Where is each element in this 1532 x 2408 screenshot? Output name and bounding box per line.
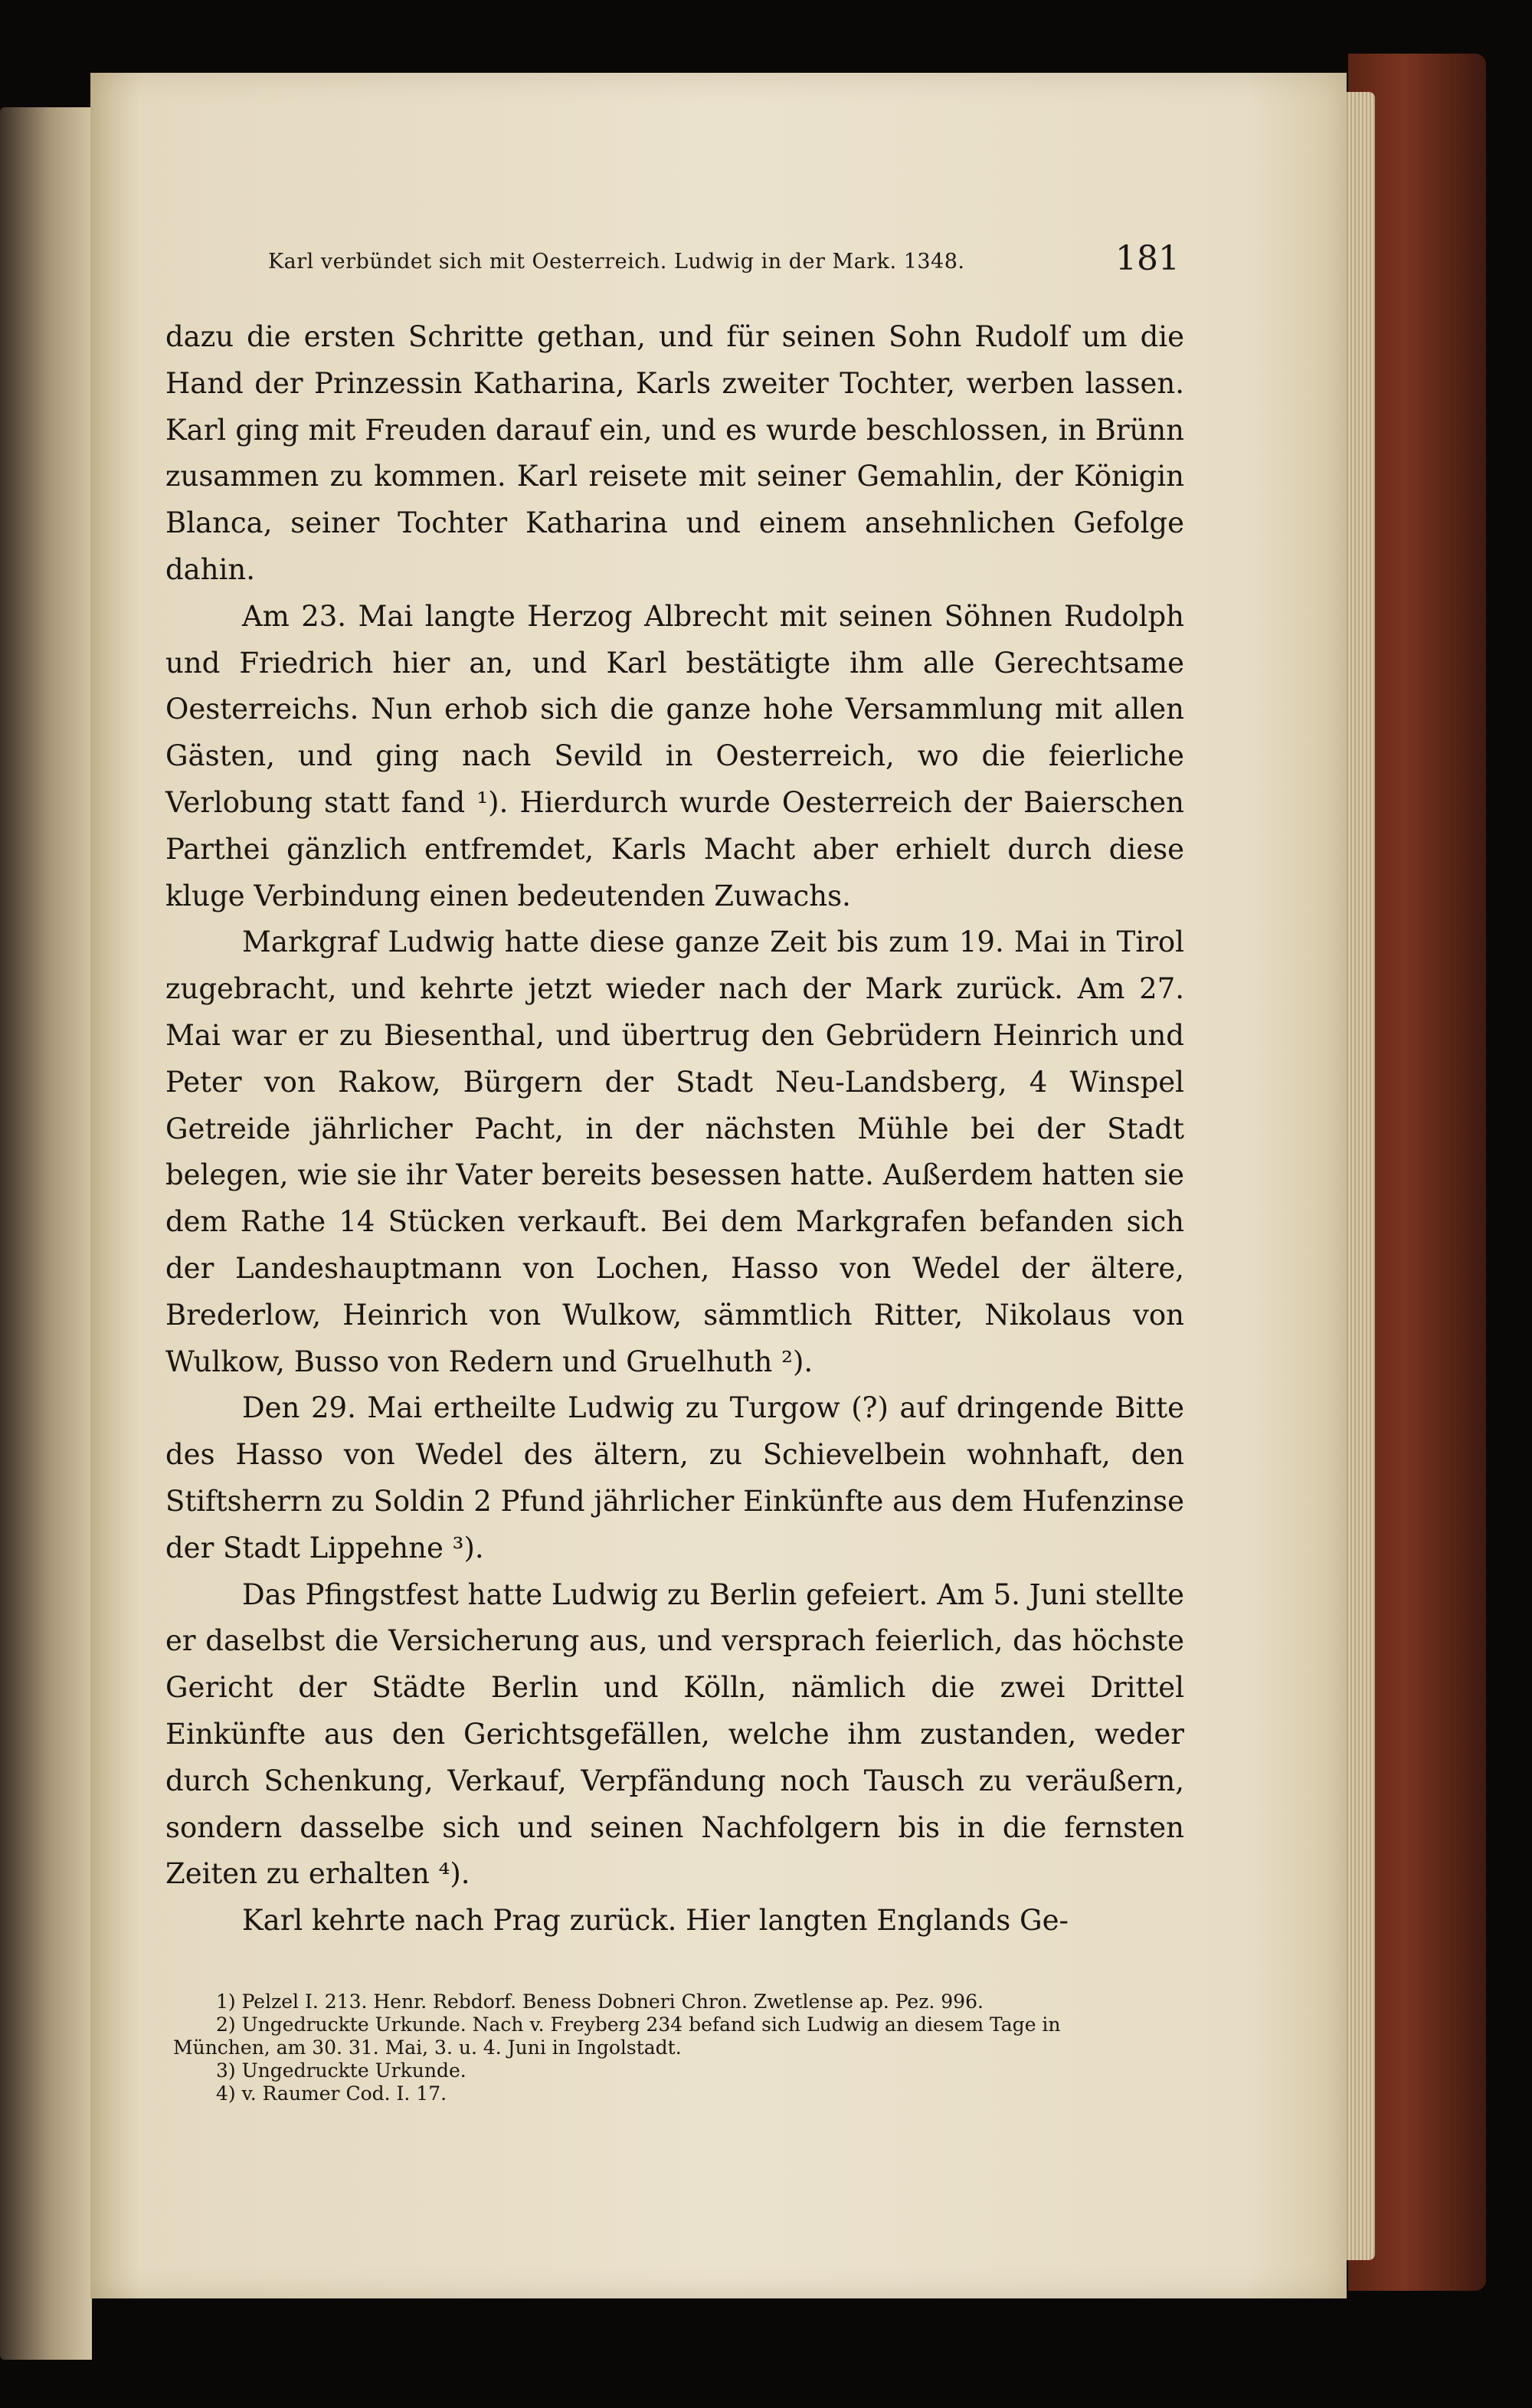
- page-header: [268, 239, 1180, 285]
- paragraph: Markgraf Ludwig hatte diese ganze Zeit bis zum 19. Mai in Tirol zugebracht, und kehrte jetzt wieder nach der Mark zurück. Am 27. Mai war er zu Biesenthal, und übertrug den Gebrüdern Heinrich und Peter von Rakow, Bürgern der Stadt Neu-Landsberg, 4 Winspel Getreide jährlicher Pacht, in der nächsten Mühle bei der Stadt belegen, wie sie ihr Vater bereits besessen hatte. Außerdem hatten sie dem Rathe 14 Stücken verkauft. Bei dem Markgrafen befanden sich der Landeshauptmann von Lochen, Hasso von Wedel der ältere, Brederlow, Heinrich von Wulkow, sämmtlich Ritter, Nikolaus von Wulkow, Busso von Redern und Gruelhuth ²).: [165, 926, 1184, 1378]
- paragraph: Am 23. Mai langte Herzog Albrecht mit seinen Söhnen Rudolph und Friedrich hier an, und Karl bestätigte ihm alle Gerechtsame Oesterreichs. Nun erhob sich die ganze hohe Versammlung mit allen Gästen, und ging nach Sevild in Oesterreich, wo die feierliche Verlobung statt fand ¹). Hierdurch wurde Oesterreich der Baierschen Parthei gänzlich entfremdet, Karls Macht aber erhielt durch diese kluge Verbindung einen bedeutenden Zuwachs.: [165, 599, 1184, 912]
- running-head: Karl verbündet sich mit Oesterreich. Ludwig in der Mark. 1348.: [268, 250, 965, 274]
- paragraph: Den 29. Mai ertheilte Ludwig zu Turgow (?) auf dringende Bitte des Hasso von Wedel des ältern, zu Schievelbein wohnhaft, den Stiftsherrn zu Soldin 2 Pfund jährlicher Einkünfte aus dem Hufenzinse der Stadt Lippehne ³).: [165, 1391, 1184, 1564]
- footnote: 2) Ungedruckte Urkunde. Nach v. Freyberg 234 befand sich Ludwig an diesem Tage in: [216, 2013, 1061, 2036]
- footnotes: [173, 1990, 1192, 2105]
- footnote-continuation: München, am 30. 31. Mai, 3. u. 4. Juni in Ingolstadt.: [173, 2036, 682, 2059]
- body-text: [165, 314, 1184, 1944]
- footnote: 4) v. Raumer Cod. I. 17.: [216, 2082, 447, 2105]
- paragraph: Karl kehrte nach Prag zurück. Hier langten Englands Ge-: [242, 1904, 1069, 1938]
- paragraph: dazu die ersten Schritte gethan, und für seinen Sohn Rudolf um die Hand der Prinzessin Katharina, Karls zweiter Tochter, werben lassen. Karl ging mit Freuden darauf ein, und es wurde beschlossen, in Brünn zusammen zu kommen. Karl reisete mit seiner Gemahlin, der Königin Blanca, seiner Tochter Katharina und einem ansehnlichen Gefolge dahin.: [165, 320, 1184, 586]
- footnote: 3) Ungedruckte Urkunde.: [216, 2059, 466, 2082]
- left-page-edge: [0, 107, 92, 2360]
- page-number: 181: [1115, 239, 1180, 278]
- paragraph: Das Pfingstfest hatte Ludwig zu Berlin gefeiert. Am 5. Juni stellte er daselbst die Versicherung aus, und versprach feierlich, das höchste Gericht der Städte Berlin und Kölln, nämlich die zwei Drittel Einkünfte aus den Gerichtsgefällen, welche ihm zustanden, weder durch Schenkung, Verkauf, Verpfändung noch Tausch zu veräußern, sondern dasselbe sich und seinen Nachfolgern bis in die fernsten Zeiten zu erhalten ⁴).: [165, 1577, 1184, 1891]
- footnote: 1) Pelzel I. 213. Henr. Rebdorf. Beness Dobneri Chron. Zwetlense ap. Pez. 996.: [216, 1990, 984, 2013]
